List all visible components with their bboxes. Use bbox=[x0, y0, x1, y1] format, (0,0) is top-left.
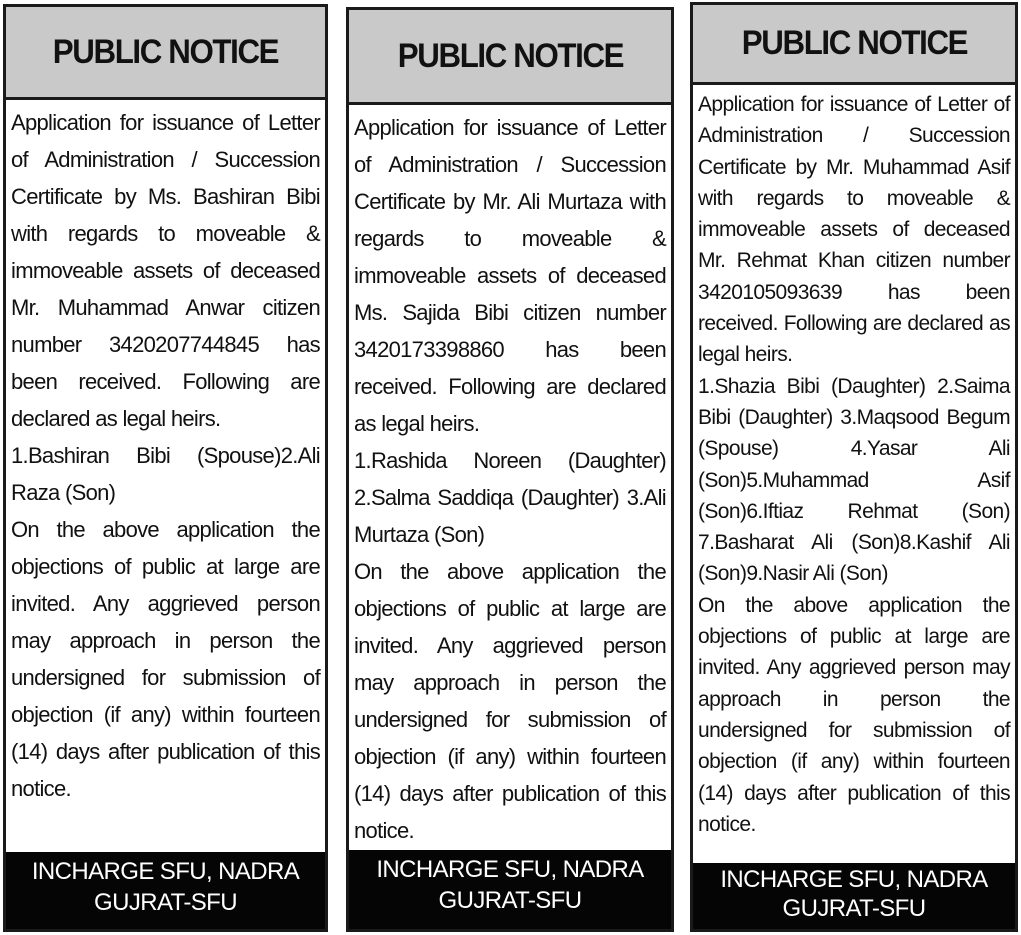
public-notice-2 bbox=[346, 7, 674, 932]
footer-location: GUJRAT-SFU bbox=[782, 895, 926, 922]
notice-intro: Application for issuance of Letter of Administration / Succession Certificate by Ms. Bashiran Bibi with regards to moveable & immoveable assets of deceased Mr. Muhammad Anwar citizen number 3420207744845 has been received. Following are declared as legal heirs. bbox=[11, 110, 320, 431]
notice-objection: On the above application the objections of public at large are invited. Any aggrieved person may approach in person the undersigned for submission of objection (if any) within fourteen (14) days after publication of this notice. bbox=[698, 593, 1010, 836]
notice-header bbox=[693, 5, 1015, 85]
notice-footer bbox=[349, 850, 671, 929]
notice-heirs: 1.Bashiran Bibi (Spouse)2.Ali Raza (Son) bbox=[11, 443, 320, 505]
footer-location: GUJRAT-SFU bbox=[94, 889, 237, 916]
footer-location: GUJRAT-SFU bbox=[438, 887, 582, 914]
footer-office: INCHARGE SFU, NADRA bbox=[720, 866, 988, 893]
notice-heirs: 1.Rashida Noreen (Daughter) 2.Salma Saddiqa (Daughter) 3.Ali Murtaza (Son) bbox=[354, 448, 666, 547]
notice-footer bbox=[6, 852, 325, 929]
notice-title: PUBLIC NOTICE bbox=[52, 32, 279, 71]
public-notice-3 bbox=[690, 2, 1018, 932]
notice-body bbox=[6, 100, 325, 852]
footer-office: INCHARGE SFU, NADRA bbox=[376, 856, 644, 883]
notice-body bbox=[693, 85, 1015, 863]
notice-body bbox=[349, 105, 671, 850]
notice-header bbox=[349, 10, 671, 105]
notice-heirs: 1.Shazia Bibi (Daughter) 2.Saima Bibi (Daughter) 3.Maqsood Begum (Spouse) 4.Yasar Ali (Son)5.Muhammad Asif (Son)6.Iftiaz Rehmat (Son) 7.Basharat Ali (Son)8.Kashif Ali (Son)9.Nasir Ali (Son) bbox=[698, 374, 1010, 586]
notice-footer bbox=[693, 863, 1015, 929]
notice-intro: Application for issuance of Letter of Administration / Succession Certificate by Mr. Muhammad Asif with regards to moveable & immoveable assets of deceased Mr. Rehmat Khan citizen number 3420105093639 has been received. Following are declared as legal heirs. bbox=[698, 93, 1010, 367]
notice-intro: Application for issuance of Letter of Administration / Succession Certificate by Mr. Ali Murtaza with regards to moveable & immoveable assets of deceased Ms. Sajida Bibi citizen number 3420173398860 has been received. Following are declared as legal heirs. bbox=[354, 115, 666, 436]
notice-objection: On the above application the objections of public at large are invited. Any aggrieved person may approach in person the undersigned for submission of objection (if any) within fourteen (14) days after publication of this notice. bbox=[354, 559, 666, 843]
notice-title: PUBLIC NOTICE bbox=[397, 36, 623, 75]
notice-header bbox=[6, 7, 325, 100]
notice-title: PUBLIC NOTICE bbox=[741, 24, 967, 62]
footer-office: INCHARGE SFU, NADRA bbox=[31, 858, 300, 885]
public-notice-1 bbox=[3, 4, 328, 932]
notice-objection: On the above application the objections of public at large are invited. Any aggrieved person may approach in person the undersigned for submission of objection (if any) within fourteen (14) days after publication of this notice. bbox=[11, 517, 320, 801]
